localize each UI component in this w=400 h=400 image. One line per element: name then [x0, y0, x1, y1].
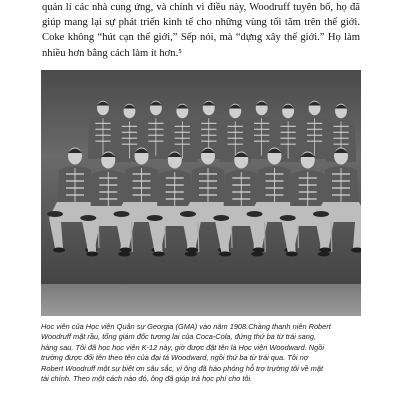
- caption-line-5: Robert Woodruff một sự biết ơn sâu sắc, vì ông đã hào phóng hỗ trợ trường tôi về mặt: [41, 363, 323, 373]
- body-line-3: Coke không “hút cạn thế giới,” Sếp nói, mà “dựng xây thế giới.” Họ làm: [42, 32, 360, 44]
- body-line-2: giúp mang lại sự phát triển kinh tế cho những vùng tối tăm trên thế giới.: [42, 17, 360, 29]
- photo-caption: [41, 322, 363, 384]
- caption-line-1: Học viên của Học viện Quân sự Georgia (GMA) vào năm 1908.Chàng thanh niên Robert: [41, 322, 331, 331]
- historical-group-photo: [41, 70, 361, 316]
- body-line-1: quản lí các nhà cung ứng, và chính vì điều này, Woodruff tuyên bố, họ đã: [42, 2, 360, 13]
- caption-line-4: trường được đổi tên theo tên của đại tá Woodward, ngồi thứ ba từ trái qua. Tôi nợ: [41, 353, 309, 363]
- caption-line-3: hàng sau. Tôi đã học học viện K-12 này, giờ được đặt tên là Học viện Woodward. Ngồi: [41, 342, 324, 352]
- caption-line-6: tài chính. Theo một cách nào đó, ông đã giúp trả học phí cho tôi.: [41, 374, 253, 384]
- body-line-4: nhiều hơn bằng cách làm ít hơn.⁵: [42, 47, 182, 59]
- caption-line-2: Woodruff mặt rầu, tổng giám đốc tương lai của Coca-Cola, đứng thứ ba từ trái sang,: [41, 332, 317, 342]
- photo-floor: [41, 284, 361, 316]
- body-paragraph: [42, 0, 360, 61]
- cadets-photo-illustration: [41, 70, 361, 316]
